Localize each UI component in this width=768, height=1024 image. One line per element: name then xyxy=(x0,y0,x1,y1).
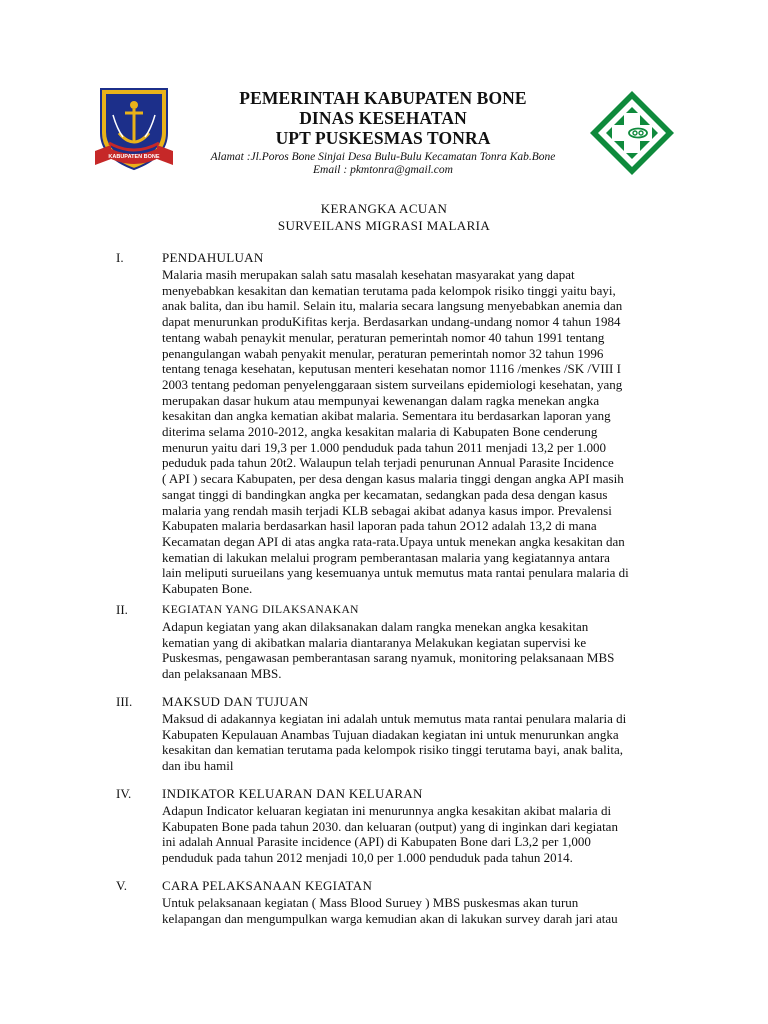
letterhead xyxy=(180,88,586,177)
body-line: ini adalah Annual Parasite incidence (API) di Kabupaten Bone dari L3,2 per 1,000 xyxy=(162,834,591,850)
section-body xyxy=(162,267,676,597)
body-line: 2003 tentang pedoman penyelenggaraan sistem surveilans epidemiologi kesehatan, yang xyxy=(162,376,623,392)
body-line: Adapun Indicator keluaran kegiatan ini menurunnya angka kesakitan akibat malaria di xyxy=(162,803,612,818)
section-body xyxy=(162,711,676,774)
body-line: Kabupaten Kepulauan Anambas Tujuan diadakan kegiatan ini untuk menurunkan angka xyxy=(162,726,619,742)
letterhead-line-1: PEMERINTAH KABUPATEN BONE xyxy=(239,88,527,108)
section-kegiatan xyxy=(116,602,676,682)
body-line: merupakan dasar hukum atau mempunyai kewenangan dalam ragka menekan angka xyxy=(162,392,600,408)
section-heading: INDIKATOR KELUARAN DAN KELUARAN xyxy=(162,786,423,801)
body-line: Untuk pelaksanaan kegiatan ( Mass Blood Suruey ) MBS puskesmas akan turun xyxy=(162,895,579,910)
body-line: Maksud di adakannya kegiatan ini adalah untuk memutus mata rantai penulara malaria di xyxy=(162,711,627,726)
body-line: Adapun kegiatan yang akan dilaksanakan dalam rangka menekan angka kesakitan xyxy=(162,619,589,634)
puskesmas-logo xyxy=(586,89,678,177)
emblem-ribbon-text: KABUPATEN BONE xyxy=(108,154,160,160)
body-line: malaria yang rendah masih terjadi KLB sebagai akibat adanya kasus impor. Prevalensi xyxy=(162,502,612,518)
section-number: IV. xyxy=(116,786,132,801)
section-number: III. xyxy=(116,694,133,709)
section-maksud-tujuan xyxy=(116,694,676,774)
section-number: I. xyxy=(116,250,124,265)
section-heading: MAKSUD DAN TUJUAN xyxy=(162,694,309,709)
body-line: Kabupaten Bone pada tahun 2030. dan keluaran (output) yang di inginkan dari kegiatan xyxy=(162,818,618,834)
section-body xyxy=(162,803,676,866)
body-line: tentang wabah penaykit menular, peraturan pemerintah nomor 40 tahun 1991 tentang xyxy=(162,329,605,345)
section-heading: PENDAHULUAN xyxy=(162,250,264,265)
letterhead-email: Email : pkmtonra@gmail.com xyxy=(313,164,453,176)
body-line: kelapangan dan mengumpulkan warga kemudian akan di lakukan survey darah jari atau xyxy=(162,910,618,926)
letterhead-address: Alamat :Jl.Poros Bone Sinjai Desa Bulu-Bulu Kecamatan Tonra Kab.Bone xyxy=(210,151,556,163)
body-line: Kabupaten malaria berdasarkan hasil laporan pada tahun 2O12 adalah 13,2 di mana xyxy=(162,518,597,534)
body-line: sangat tinggi di bandingkan angka per kecamatan, sedangkan pada desa dengan kasus xyxy=(162,486,608,502)
section-body xyxy=(162,619,676,682)
body-line: Kecamatan degan API di atas angka rata-rata.Upaya untuk menekan angka kesakitan dan xyxy=(162,533,625,549)
section-cara-pelaksanaan xyxy=(116,878,676,926)
section-body xyxy=(162,895,676,926)
kabupaten-bone-emblem xyxy=(93,85,175,173)
letterhead-line-2: DINAS KESEHATAN xyxy=(299,108,467,128)
body-line: dapat menurunkan produKifitas kerja. Berdasarkan undang-undang nomor 4 tahun 1984 xyxy=(162,314,621,330)
section-heading: CARA PELAKSANAAN KEGIATAN xyxy=(162,878,373,893)
document-title: KERANGKA ACUAN xyxy=(320,201,448,216)
body-line: peduduk pada tahun 20t2. Walaupun telah terjadi penurunan Annual Parasite Incidence xyxy=(162,455,614,471)
document-subtitle: SURVEILANS MIGRASI MALARIA xyxy=(277,218,491,233)
body-line: lain meliputi surueilans yang kesemuanya untuk memutus mata rantai penulara malaria di xyxy=(162,565,629,581)
body-line: tentang tenaga kesehatan, keputusan menteri kesehatan nomor 1116 /menkes /SK /VIII I xyxy=(162,361,621,377)
body-line: kesakitan dan angka kematian akibat malaria. Sementara itu berdasarkan laporan yang xyxy=(162,408,611,424)
body-line: ( API ) secara Kabupaten, per desa dengan kasus malaria tinggi dengan angka API masih xyxy=(162,471,624,487)
body-line: anak balita, dan ibu hamil. Selain itu, malaria secara langsung menyebabkan anemia dan xyxy=(162,298,623,314)
body-line: Puskesmas, pengawasan pemberantasan sarang nyamuk, monitoring pelaksanaan MBS xyxy=(162,650,615,666)
body-line: dan ibu hamil xyxy=(162,758,234,774)
body-line: kesakitan dan kematian terutama pada kelompok risiko tinggi terutama bayi, anak balita, xyxy=(162,742,623,758)
letterhead-line-3: UPT PUSKESMAS TONRA xyxy=(275,128,491,148)
section-number: V. xyxy=(116,878,127,893)
body-line: menurun yaitu dari 19,3 per 1.000 penduduk pada tahun 2011 menjadi 13,2 per 1.000 xyxy=(162,439,606,455)
section-heading: KEGIATAN YANG DILAKSANAKAN xyxy=(162,604,359,616)
body-line: menyebabkan kesakitan dan kematian terutama pada kelompok risiko tinggi yaitu bayi, xyxy=(162,282,616,298)
body-line: penduduk pada tahun 2012 menjadi 10,0 per 1.000 penduduk pada tahun 2014. xyxy=(162,850,573,866)
body-line: penangulangan wabah penyakit menular, peraturan pemerintah nomor 32 tahun 1996 xyxy=(162,345,604,361)
section-number: II. xyxy=(116,602,128,617)
body-line: diterima selama 2010-2012, angka kesakitan malaria di Kabupaten Bone cenderung xyxy=(162,424,598,440)
body-line: Kabupaten Bone. xyxy=(162,581,253,597)
body-line: kematian di lakukan melalui program pemberantasan malaria yang kegiatannya antara xyxy=(162,549,610,565)
section-pendahuluan xyxy=(116,250,676,597)
body-line: dan pelaksanaan MBS. xyxy=(162,666,282,682)
body-line: Malaria masih merupakan salah satu masalah kesehatan masyarakat yang dapat xyxy=(162,267,575,282)
body-line: kematian yang di akibatkan malaria diantaranya Melakukan kegiatan supervisi ke xyxy=(162,634,587,650)
section-indikator xyxy=(116,786,676,866)
